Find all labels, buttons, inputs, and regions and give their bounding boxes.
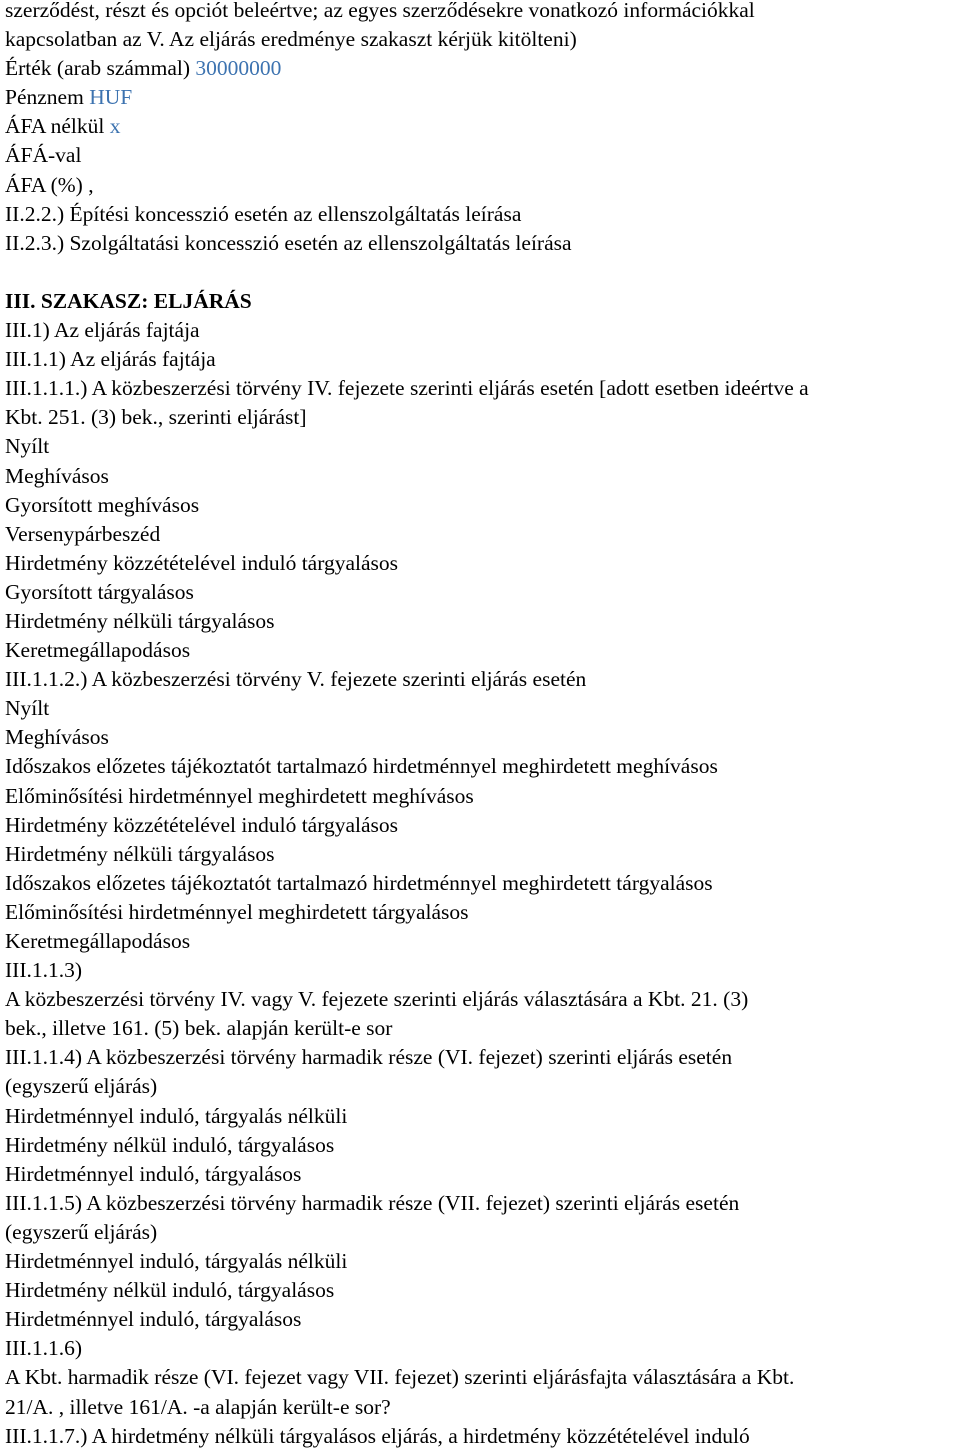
section-3-1-1-5-line-2: (egyszerű eljárás) [5,1219,158,1244]
list-item: Előminősítési hirdetménnyel meghirdetett meghívásos [5,783,474,808]
list-item: Meghívásos [5,725,109,750]
section-3-1-1-3-line-2: bek., illetve 161. (5) bek. alapján került-e sor [5,1016,393,1041]
procedure-list-iv [5,432,957,665]
currency-label: Pénznem [5,85,84,110]
procedure-list-vii [5,1247,957,1334]
currency-value: HUF [89,85,133,110]
list-item: Hirdetmény nélkül induló, tárgyalásos [5,1278,335,1303]
list-item: Hirdetmény nélküli tárgyalásos [5,608,275,633]
list-item: Időszakos előzetes tájékoztatót tartalmazó hirdetménnyel meghirdetett meghívásos [5,754,718,779]
value-amount: 30000000 [195,56,282,81]
list-item: Gyorsított meghívásos [5,492,200,517]
list-item: Hirdetménnyel induló, tárgyalásos [5,1161,302,1186]
section-3-1-1-6: III.1.1.6) [5,1336,83,1361]
vat-included-row: ÁFÁ-val [5,143,82,168]
procedure-list-v [5,694,957,956]
section-3-1-1-2: III.1.1.2.) A közbeszerzési törvény V. fejezete szerinti eljárás esetén [5,667,587,692]
section-3-1: III.1) Az eljárás fajtája [5,318,200,343]
list-item: Versenypárbeszéd [5,521,161,546]
section-3-1-1: III.1.1) Az eljárás fajtája [5,347,216,372]
list-item: Időszakos előzetes tájékoztatót tartalmazó hirdetménnyel meghirdetett tárgyalásos [5,870,713,895]
section-2-2-2: II.2.2.) Építési koncesszió esetén az ellenszolgáltatás leírása [5,201,522,226]
list-item: Hirdetmény nélkül induló, tárgyalásos [5,1132,335,1157]
section-3-1-1-1-line-1: III.1.1.1.) A közbeszerzési törvény IV. fejezete szerinti eljárás esetén [adott esetben ideértve a [5,376,809,401]
vat-excluded-mark: x [109,114,121,139]
list-item: Keretmegállapodásos [5,638,191,663]
section-3-1-1-5-line-1: III.1.1.5) A közbeszerzési törvény harmadik része (VII. fejezet) szerinti eljárás esetén [5,1190,740,1215]
vat-percent-row: ÁFA (%) , [5,172,94,197]
list-item: Hirdetmény közzétételével induló tárgyalásos [5,812,399,837]
section-3-1-1-6-line-1: A Kbt. harmadik része (VI. fejezet vagy VII. fejezet) szerinti eljárásfajta választására a Kbt. [5,1365,795,1390]
vat-excluded-label: ÁFA nélkül [5,114,105,139]
list-item: Hirdetménnyel induló, tárgyalásos [5,1307,302,1332]
procedure-list-vi [5,1102,957,1189]
vat-excluded-row [5,112,957,141]
value-label: Érték (arab számmal) [5,56,191,81]
section-3-1-1-3: III.1.1.3) [5,958,83,983]
section-3-title: III. SZAKASZ: ELJÁRÁS [5,288,252,313]
section-3-1-1-3-line-1: A közbeszerzési törvény IV. vagy V. fejezete szerinti eljárás választására a Kbt. 21. (3) [5,987,749,1012]
section-3-1-1-7: III.1.1.7.) A hirdetmény nélküli tárgyalásos eljárás, a hirdetmény közzétételével induló [5,1423,750,1448]
list-item: Hirdetmény nélküli tárgyalásos [5,841,275,866]
currency-row [5,83,957,112]
list-item: Hirdetménnyel induló, tárgyalás nélküli [5,1249,348,1274]
list-item: Meghívásos [5,463,109,488]
document-page [5,0,957,1451]
intro-line-1: szerződést, részt és opciót beleértve; az egyes szerződésekre vonatkozó információkkal [5,0,755,22]
list-item: Nyílt [5,696,50,721]
list-item: Keretmegállapodásos [5,929,191,953]
section-3-1-1-4-line-1: III.1.1.4) A közbeszerzési törvény harmadik része (VI. fejezet) szerinti eljárás esetén [5,1045,733,1070]
list-item: Hirdetménnyel induló, tárgyalás nélküli [5,1103,348,1128]
list-item: Hirdetmény közzétételével induló tárgyalásos [5,550,399,575]
list-item: Nyílt [5,434,50,459]
value-row [5,54,957,83]
section-3-1-1-1-line-2: Kbt. 251. (3) bek., szerinti eljárást] [5,405,307,430]
section-3-1-1-4-line-2: (egyszerű eljárás) [5,1074,158,1099]
intro-line-2: kapcsolatban az V. Az eljárás eredménye szakaszt kérjük kitölteni) [5,27,577,52]
section-3-1-1-6-line-2: 21/A. , illetve 161/A. -a alapján került-e sor? [5,1394,391,1419]
list-item: Előminősítési hirdetménnyel meghirdetett tárgyalásos [5,899,469,924]
spacer [5,258,957,287]
section-2-2-3: II.2.3.) Szolgáltatási koncesszió esetén az ellenszolgáltatás leírása [5,230,572,255]
list-item: Gyorsított tárgyalásos [5,579,194,604]
